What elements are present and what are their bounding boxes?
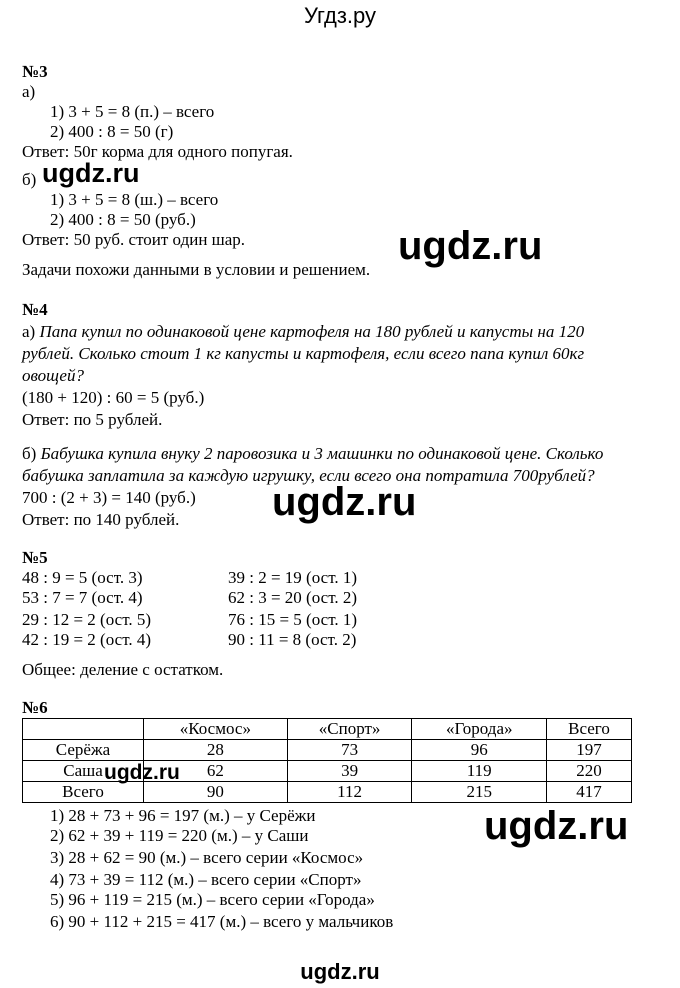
task5-right-2: 62 : 3 = 20 (ост. 2) <box>228 588 358 607</box>
watermark: ugdz.ru <box>398 224 543 268</box>
table-header-cell: «Космос» <box>144 719 288 740</box>
table-header-cell: Всего <box>546 719 631 740</box>
table-header-cell: «Города» <box>412 719 546 740</box>
table-cell: Серёжа <box>23 740 144 761</box>
table-cell: Саша <box>23 761 144 782</box>
task3-b-label: б) <box>22 170 37 189</box>
table-cell: 90 <box>144 782 288 803</box>
task4-a-text-1: Папа купил по одинаковой цене картофеля на 180 рублей и капусты на 120 <box>39 322 585 341</box>
table-cell: 119 <box>412 761 546 782</box>
task3-title: №3 <box>22 62 48 81</box>
watermark: ugdz.ru <box>104 761 180 784</box>
task5-right-1: 39 : 2 = 19 (ост. 1) <box>228 568 358 587</box>
task4-b-label: б) <box>22 444 37 463</box>
table-cell: 73 <box>287 740 412 761</box>
task6-title: №6 <box>22 698 48 717</box>
task4-b-text-1: Бабушка купила внуку 2 паровозика и 3 машинки по одинаковой цене. Сколько <box>40 444 604 463</box>
task6-line-4: 4) 73 + 39 = 112 (м.) – всего серии «Спорт» <box>50 870 362 889</box>
task3-b-line-1: 1) 3 + 5 = 8 (ш.) – всего <box>50 190 219 209</box>
table-cell: 39 <box>287 761 412 782</box>
table-cell: 197 <box>546 740 631 761</box>
task5-right-4: 90 : 11 = 8 (ост. 2) <box>228 630 357 649</box>
task4-title: №4 <box>22 300 48 319</box>
task3-b-line-2: 2) 400 : 8 = 50 (руб.) <box>50 210 196 229</box>
task4-b-solution: 700 : (2 + 3) = 140 (руб.) <box>22 488 196 507</box>
task5-left-3: 29 : 12 = 2 (ост. 5) <box>22 610 152 629</box>
table-row <box>23 740 632 761</box>
task5-note: Общее: деление с остатком. <box>22 660 224 679</box>
watermark: ugdz.ru <box>484 804 629 848</box>
table-header-cell: «Спорт» <box>287 719 412 740</box>
watermark: ugdz.ru <box>42 158 140 188</box>
table-header-cell <box>23 719 144 740</box>
task5-right-3: 76 : 15 = 5 (ост. 1) <box>228 610 358 629</box>
task3-a-line-1: 1) 3 + 5 = 8 (п.) – всего <box>50 102 215 121</box>
site-header: Угдз.ру <box>303 3 377 28</box>
table-cell: 215 <box>412 782 546 803</box>
table-cell: 220 <box>546 761 631 782</box>
task3-b-answer: Ответ: 50 руб. стоит один шар. <box>22 230 246 249</box>
table-row <box>23 782 632 803</box>
task6-line-2: 2) 62 + 39 + 119 = 220 (м.) – у Саши <box>50 826 309 845</box>
table-cell: 28 <box>144 740 288 761</box>
task4-a-text-3: овощей? <box>22 366 84 385</box>
task5-left-4: 42 : 19 = 2 (ост. 4) <box>22 630 152 649</box>
task3-a-answer: Ответ: 50г корма для одного попугая. <box>22 142 293 161</box>
task6-line-6: 6) 90 + 112 + 215 = 417 (м.) – всего у мальчиков <box>50 912 394 931</box>
task4-b-text-2: бабушка заплатила за каждую игрушку, если всего она потратила 700рублей? <box>22 466 595 485</box>
table-cell: 96 <box>412 740 546 761</box>
task4-a-text-2: рублей. Сколько стоит 1 кг капусты и картофеля, если всего папа купил 60кг <box>22 344 585 363</box>
task4-a-line-1 <box>22 322 584 342</box>
task4-b-answer: Ответ: по 140 рублей. <box>22 510 180 529</box>
task5-title: №5 <box>22 548 48 567</box>
task3-a-line-2: 2) 400 : 8 = 50 (г) <box>50 122 174 141</box>
task5-left-2: 53 : 7 = 7 (ост. 4) <box>22 588 143 607</box>
task3-note: Задачи похожи данными в условии и решением. <box>22 260 371 279</box>
task4-a-label: а) <box>22 322 36 341</box>
table-cell: Всего <box>23 782 144 803</box>
table-cell: 417 <box>546 782 631 803</box>
watermark: ugdz.ru <box>272 480 417 524</box>
task4-a-solution: (180 + 120) : 60 = 5 (руб.) <box>22 388 205 407</box>
site-footer: ugdz.ru <box>300 959 380 984</box>
task6-line-3: 3) 28 + 62 = 90 (м.) – всего серии «Космос» <box>50 848 364 867</box>
task4-b-line-1 <box>22 444 603 464</box>
table-header-row <box>23 719 632 740</box>
task6-line-1: 1) 28 + 73 + 96 = 197 (м.) – у Серёжи <box>50 806 316 825</box>
table-cell: 112 <box>287 782 412 803</box>
task4-a-answer: Ответ: по 5 рублей. <box>22 410 163 429</box>
task5-left-1: 48 : 9 = 5 (ост. 3) <box>22 568 143 587</box>
table-cell: 62 <box>144 761 288 782</box>
task6-line-5: 5) 96 + 119 = 215 (м.) – всего серии «Города» <box>50 890 375 909</box>
task3-a-label: а) <box>22 82 36 101</box>
